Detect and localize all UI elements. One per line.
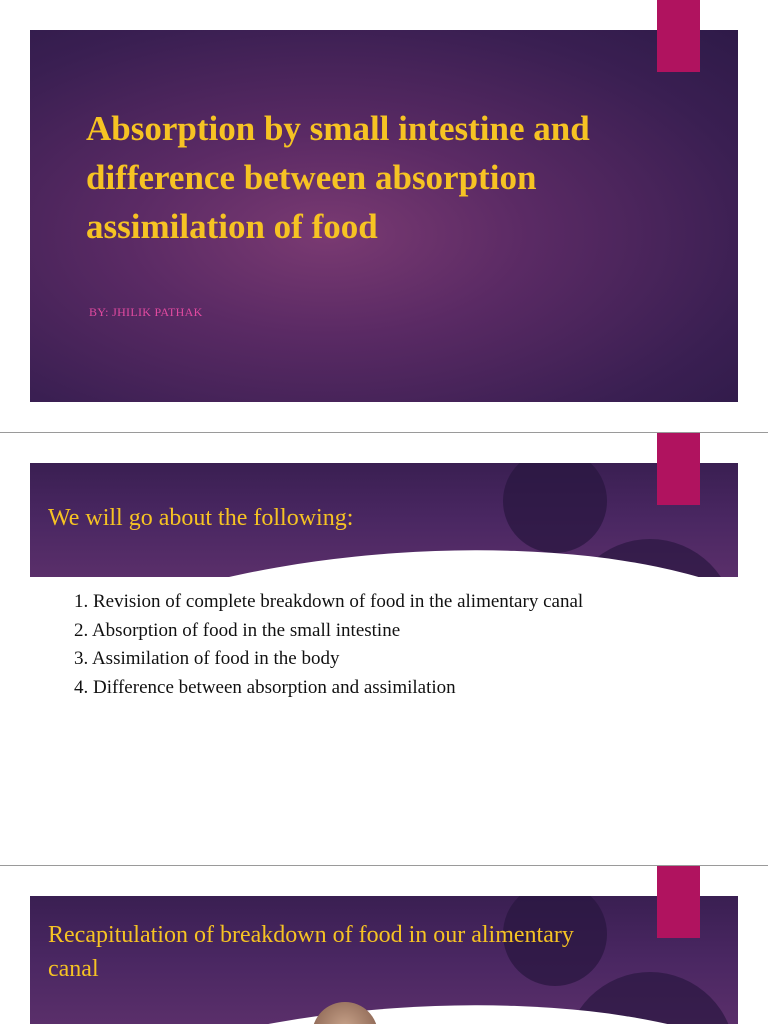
list-item: 4. Difference between absorption and assimilation <box>74 676 456 698</box>
list-item: 2. Absorption of food in the small intestine <box>74 619 401 641</box>
list-item: 3. Assimilation of food in the body <box>74 648 340 669</box>
slide-2 <box>0 433 768 865</box>
list-item: 1. Revision of complete breakdown of food in the alimentary canal <box>74 591 584 612</box>
accent-bar <box>657 433 700 505</box>
author-line: BY: JHILIK PATHAK <box>89 305 203 319</box>
decorative-circle <box>503 463 607 553</box>
accent-bar <box>657 866 700 938</box>
slide-title: Absorption by small intestine and difference between absorption assimilation of food <box>86 109 590 246</box>
agenda-list <box>74 588 583 702</box>
slide-3 <box>0 866 768 1024</box>
accent-bar <box>657 0 700 72</box>
slide-heading: Recapitulation of breakdown of food in our alimentary canal <box>48 922 574 982</box>
slide-1 <box>0 0 768 432</box>
slide-heading: We will go about the following: <box>48 505 354 531</box>
